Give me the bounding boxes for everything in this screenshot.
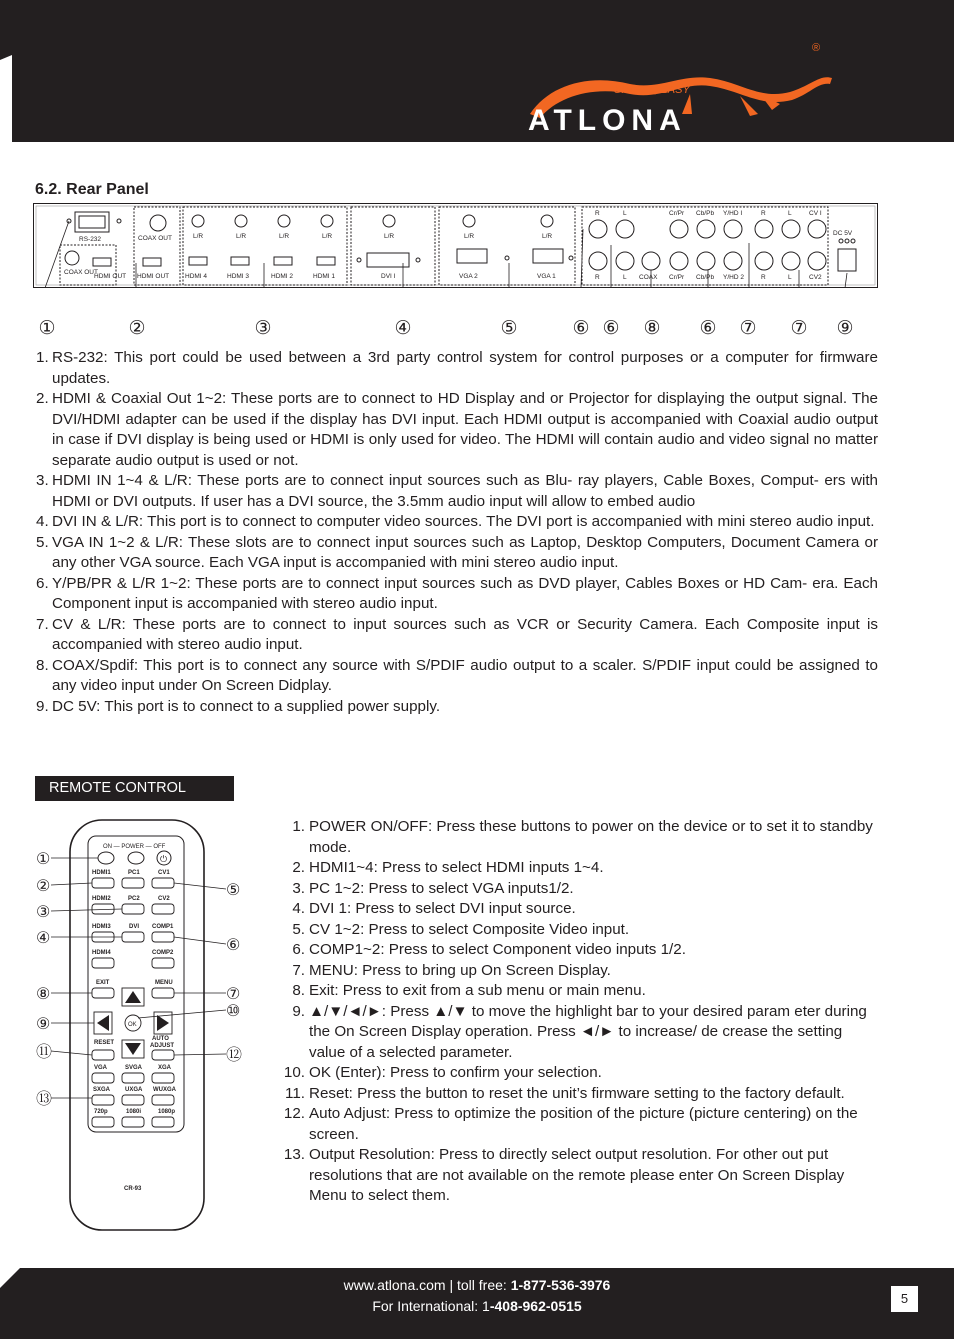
list-item: 7. CV & L/R: These ports are to connect to input sources such as VCR or Security Camera. Each Composite input is accompanied with stereo audio input. (36, 615, 878, 653)
btn-cv2: CV2 (158, 896, 170, 902)
list-item: 9. DC 5V: This port is to connect to a supplied power supply. (36, 697, 441, 715)
hdmi2-lr-label: L/R (279, 233, 290, 240)
dvi1-label: DVI I (381, 273, 396, 280)
crpr-label-top: Cr/Pr (669, 210, 685, 217)
cbpb-label-top: Cb/Pb (696, 210, 715, 217)
list-item: 7. MENU: Press to bring up On Screen Display. (292, 961, 611, 979)
btn-uxga: UXGA (125, 1087, 143, 1093)
list-item: 5. VGA IN 1~2 & L/R: These slots are to connect input sources such as Laptop, Desktop Computers, Document Camera or any other VGA source. Each VGA input is accompanied with mini stereo audio input. (36, 533, 878, 571)
btn-vga: VGA (94, 1065, 108, 1071)
btn-hdmi4: HDMI4 (92, 950, 111, 956)
remote-callout-5: ⑤ (226, 882, 241, 899)
cv2-l-label: L (788, 274, 792, 281)
rear-panel-diagram (33, 203, 878, 288)
comp1-r-label: R (595, 210, 600, 217)
hdmi1-label: HDMI 1 (313, 273, 336, 280)
cv1-label: CV I (809, 210, 822, 217)
list-item: 2. HDMI & Coaxial Out 1~2: These ports are to connect to HD Display and or Projector for displaying the output signal. The DVI/HDMI adapter can be used if the display has DVI input. Each HDMI output is accompanied with Coaxial audio output in case if DVI display is being used or HDMI is only used for video. The HDMI will contain audio and video signal no matter separate audio output is used or not. (36, 390, 878, 469)
footer-tollfree: 1-877-536-3976 (510, 1277, 611, 1293)
remote-callout-8: ⑧ (36, 986, 51, 1003)
remote-callout-4: ④ (36, 930, 51, 947)
dvi-lr-label: L/R (384, 233, 395, 240)
hdmi4-label: HDMI 4 (185, 273, 208, 280)
remote-callout-7: ⑦ (226, 986, 241, 1003)
remote-callout-11: ⑪ (36, 1044, 53, 1061)
crpr-label-bottom: Cr/Pr (669, 274, 685, 281)
list-item: 9. ▲/▼/◄/►: Press ▲/▼ to move the highlight bar to your desired param eter during the On Screen Display operation. Press ◄/► to increase/ de crease the setting value of a selected parameter. (292, 1002, 867, 1061)
rs232-label: RS-232 (79, 236, 102, 243)
page-number: 5 (891, 1286, 918, 1312)
remote-callout-3: ③ (36, 904, 51, 921)
list-item: 10. OK (Enter): Press to confirm your selection. (283, 1064, 602, 1081)
list-item: 6. Y/PB/PR & L/R 1~2: These ports are to connect input sources such as DVD player, Cables Boxes or HD Cam- era. Each Component input is accompanied with stereo audio input. (36, 574, 878, 612)
coax-out-bottom-label: COAX OUT (64, 269, 98, 276)
list-item: 1. RS-232: This port could be used between a 3rd party control system for control purposes or a computer for firmware updates. (36, 349, 878, 387)
btn-pc1: PC1 (128, 870, 140, 876)
remote-callout-13: ⑬ (36, 1091, 53, 1108)
btn-auto-1: AUTO (152, 1036, 169, 1042)
footer-contact (0, 1277, 954, 1293)
brand-slogan: SIMPLE, EASY (614, 84, 690, 96)
btn-comp1: COMP1 (152, 924, 174, 930)
hdmi-out-2-label: HDMI OUT (137, 273, 170, 280)
list-item: 4. DVI IN & L/R: This port is to connect to computer video sources. The DVI port is accompanied with mini stereo audio input. (36, 513, 875, 530)
callout-6c: ⑥ (699, 318, 717, 339)
coax-out-label: COAX OUT (138, 235, 172, 242)
dc5v-label: DC 5V (833, 230, 853, 237)
list-item: 1. POWER ON/OFF: Press these buttons to power on the device or to set it to standby mode. (292, 818, 873, 856)
remote-callout-2: ② (36, 878, 51, 895)
list-item: 8. COAX/Spdif: This port is to connect any source with S/PDIF audio output to a scaler. S/PDIF input could be assigned to any video input under On Screen Didplay. (36, 656, 878, 694)
coax-label: COAX (639, 274, 658, 281)
btn-1080p: 1080p (158, 1109, 176, 1115)
callout-6b: ⑥ (602, 318, 620, 339)
power-label: ON — POWER — OFF (103, 844, 166, 850)
remote-callout-9: ⑨ (36, 1016, 51, 1033)
vga2-lr-label: L/R (464, 233, 475, 240)
vga2-label: VGA 2 (459, 273, 478, 280)
callout-6a: ⑥ (572, 318, 590, 339)
btn-auto-2: ADJUST (150, 1043, 175, 1049)
comp2-l-label: L (623, 274, 627, 281)
list-item: 5. CV 1~2: Press to select Composite Video input. (292, 920, 630, 938)
list-item: 6. COMP1~2: Press to select Component video inputs 1/2. (292, 941, 686, 958)
list-item: 12. Auto Adjust: Press to optimize the position of the picture (picture centering) on the screen. (283, 1105, 858, 1143)
btn-exit: EXIT (96, 980, 110, 986)
list-item: 3. HDMI IN 1~4 & L/R: These ports are to connect input sources such as Blu- ray players, Cable Boxes, Comput- ers with HDMI or DVI outputs. If user has a DVI source, the 3.5mm audio input will allow to embed audio (36, 472, 878, 510)
btn-comp2: COMP2 (152, 950, 174, 956)
remote-callout-1: ① (36, 851, 51, 868)
yhd2-label: Y/HD 2 (723, 274, 744, 281)
btn-wuxga: WUXGA (153, 1087, 176, 1093)
vga1-lr-label: L/R (542, 233, 553, 240)
remote-descriptions (279, 817, 879, 1207)
btn-menu: MENU (155, 980, 173, 986)
list-item: 13. Output Resolution: Press to directly select output resolution. For other out put resolutions that are not available on the remote please enter On Screen Display Menu to select them. (283, 1146, 845, 1204)
btn-reset: RESET (94, 1040, 115, 1046)
callout-7a: ⑦ (739, 318, 757, 339)
hdmi4-lr-label: L/R (193, 233, 204, 240)
footer-intl-number: -408-962-0515 (489, 1298, 582, 1314)
btn-sxga: SXGA (93, 1087, 111, 1093)
cv2-r-label: R (761, 274, 766, 281)
yhd1-label: Y/HD I (723, 210, 743, 217)
hdmi2-label: HDMI 2 (271, 273, 294, 280)
power-icon: ⏻ (160, 854, 168, 864)
comp2-r-label: R (595, 274, 600, 281)
remote-control-diagram (28, 818, 258, 1238)
callout-3: ③ (254, 318, 272, 339)
callout-1: ① (38, 318, 56, 339)
cv1-l-label: L (788, 210, 792, 217)
rear-panel-descriptions (36, 348, 878, 717)
remote-callout-6: ⑥ (226, 937, 241, 954)
btn-svga: SVGA (125, 1065, 143, 1071)
comp1-l-label: L (623, 210, 627, 217)
page-header (0, 0, 954, 142)
btn-720p: 720p (94, 1109, 108, 1115)
btn-hdmi1: HDMI1 (92, 870, 111, 876)
list-item: 4. DVI 1: Press to select DVI input source. (292, 900, 576, 917)
btn-cv1: CV1 (158, 870, 170, 876)
remote-callout-12: ⑫ (226, 1047, 243, 1064)
btn-dvi: DVI (129, 924, 140, 930)
hdmi3-lr-label: L/R (236, 233, 247, 240)
btn-pc2: PC2 (128, 896, 140, 902)
callout-9: ⑨ (836, 318, 854, 339)
remote-model: CR-93 (124, 1186, 142, 1192)
rear-panel-callouts (0, 318, 954, 344)
list-item: 2. HDMI1~4: Press to select HDMI inputs 1~4. (292, 859, 604, 876)
footer-website[interactable]: www.atlona.com | toll free: (343, 1277, 511, 1293)
cv2-label: CV2 (809, 274, 822, 281)
btn-hdmi3: HDMI3 (92, 924, 111, 930)
list-item: 3. PC 1~2: Press to select VGA inputs1/2. (292, 879, 574, 897)
btn-ok: OK (128, 1022, 137, 1028)
list-item: 8. Exit: Press to exit from a sub menu or main menu. (292, 982, 646, 999)
remote-callout-10: ⑩ (226, 1003, 241, 1020)
cbpb-label-bottom: Cb/Pb (696, 274, 715, 281)
registered-mark: ® (812, 42, 821, 54)
remote-control-heading: REMOTE CONTROL (35, 776, 234, 801)
callout-8: ⑧ (643, 318, 661, 339)
vga1-label: VGA 1 (537, 273, 556, 280)
cv1-r-label: R (761, 210, 766, 217)
btn-1080i: 1080i (126, 1109, 142, 1115)
callout-4: ④ (394, 318, 412, 339)
section-title: 6.2. Rear Panel (35, 181, 149, 198)
callout-2: ② (128, 318, 146, 339)
footer-international (0, 1298, 954, 1314)
footer-intl-label: For International: 1 (372, 1298, 490, 1314)
callout-5: ⑤ (500, 318, 518, 339)
callout-7b: ⑦ (790, 318, 808, 339)
hdmi1-lr-label: L/R (322, 233, 333, 240)
hdmi3-label: HDMI 3 (227, 273, 250, 280)
brand-logo-text: ATLONA (528, 104, 687, 137)
hdmi-out-1-label: HDMI OUT (94, 273, 127, 280)
list-item: 11. Reset: Press the button to reset the unit’s firmware setting to the factory default. (285, 1084, 845, 1102)
btn-xga: XGA (158, 1065, 172, 1071)
btn-hdmi2: HDMI2 (92, 896, 111, 902)
